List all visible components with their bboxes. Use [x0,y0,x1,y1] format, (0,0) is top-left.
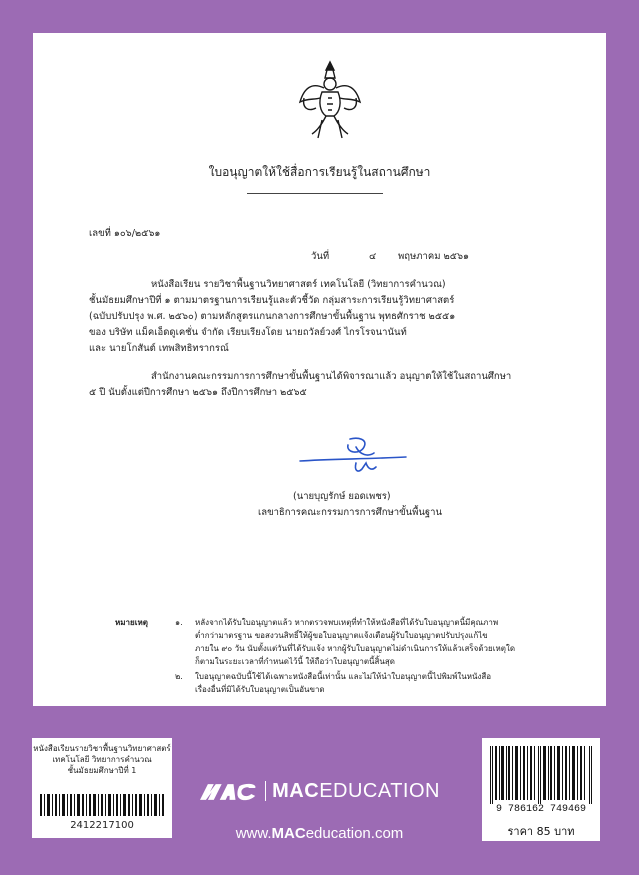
note-line: ต่ำกว่ามาตรฐาน ขอสงวนสิทธิ์ให้ผู้ขอใบอนุญาตแจ้งเตือนผู้รับใบอนุญาตปรับปรุงแก้ไข [195,631,488,640]
note-label: หมายเหตุ [115,618,148,627]
license-number: เลขที่ ๑๐๖/๒๕๖๑ [89,228,161,239]
title-divider [247,193,383,194]
book-label [32,738,172,838]
document-title: ใบอนุญาตให้ใช้สื่อการเรียนรู้ในสถานศึกษา [208,165,431,179]
date-day: ๔ [369,251,377,262]
book-label-line: เทคโนโลยี วิทยาการคำนวณ [52,754,152,764]
body-line: ชั้นมัธยมศึกษาปีที่ ๑ ตามมาตรฐานการเรียนรู้และตัวชี้วัด กลุ่มสาระการเรียนรู้วิทยาศาสตร์ [89,295,455,306]
approval-line: สำนักงานคณะกรรมการการศึกษาขั้นพื้นฐานได้พิจารณาแล้ว อนุญาตให้ใช้ในสถานศึกษา [151,371,512,382]
body-line: ของ บริษัท แม็คเอ็ดดูเคชั่น จำกัด เรียบเรียงโดย นายถวัลย์วงศ์ ไกรโรจนานันท์ [89,327,407,338]
date-label: วันที่ [311,251,330,262]
note-line: ก็ตามในระยะเวลาที่กำหนดไว้นี้ ให้ถือว่าใบอนุญาตนี้สิ้นสุด [195,657,395,666]
book-label-line: หนังสือเรียนรายวิชาพื้นฐานวิทยาศาสตร์ [33,744,171,753]
book-label-line: ชั้นมัธยมศึกษาปีที่ 1 [67,765,137,775]
website-suffix: education.com [305,825,404,842]
approval-line: ๕ ปี นับตั้งแต่ปีการศึกษา ๒๕๖๑ ถึงปีการศึกษา ๒๕๖๕ [89,387,307,398]
publisher-logo [200,778,440,804]
note-line: ใบอนุญาตฉบับนี้ใช้ได้เฉพาะหนังสือนี้เท่านั้น และไม่ให้นำใบอนุญาตนี้ไปพิมพ์ในหนังสือ [195,672,492,681]
isbn-barcode [490,746,592,804]
website-prefix: www. [235,825,272,842]
book-code-barcode [40,794,164,816]
note-number: ๒. [175,672,183,681]
body-line: (ฉบับปรับปรุง พ.ศ. ๒๕๖๐) ตามหลักสูตรแกนกลางการศึกษาขั้นพื้นฐาน พุทธศักราช ๒๕๕๑ [89,311,456,322]
website-bold: MAC [271,825,306,842]
isbn-number: 9 786162 749469 [495,804,586,815]
book-code: 2412217100 [70,820,134,831]
logo-separator [265,781,266,801]
body-line: หนังสือเรียน รายวิชาพื้นฐานวิทยาศาสตร์ เทคโนโลยี (วิทยาการคำนวณ) [151,279,446,290]
note-line: เรื่องอื่นที่มิได้รับใบอนุญาตเป็นอันขาด [195,685,325,694]
note-number: ๑. [175,618,183,627]
isbn-barcode-box [482,738,600,841]
body-line: และ นายโกสันต์ เทพสิทธิทรากรณ์ [89,343,229,354]
signer-position: เลขาธิการคณะกรรมการการศึกษาขั้นพื้นฐาน [258,507,442,518]
signature [298,433,408,479]
brand-name-bold: MAC [272,779,320,802]
note-line: ภายใน ๙๐ วัน นับตั้งแต่วันที่ได้รับแจ้ง หากผู้รับใบอนุญาตไม่ดำเนินการให้แล้วเสร็จด้วยเหตุใด [195,644,516,653]
signer-name: (นายบุญรักษ์ ยอดเพชร) [293,491,391,502]
brand-name-light: EDUCATION [319,779,440,802]
date-month-year: พฤษภาคม ๒๕๖๑ [398,251,470,262]
garuda-emblem-icon [298,58,362,142]
mac-logo-icon [200,780,257,802]
book-price: ราคา 85 บาท [507,825,575,838]
license-document [33,33,606,706]
note-line: หลังจากได้รับใบอนุญาตแล้ว หากตรวจพบเหตุที่ทำให้หนังสือที่ได้รับใบอนุญาตนี้มีคุณภาพ [195,618,499,627]
